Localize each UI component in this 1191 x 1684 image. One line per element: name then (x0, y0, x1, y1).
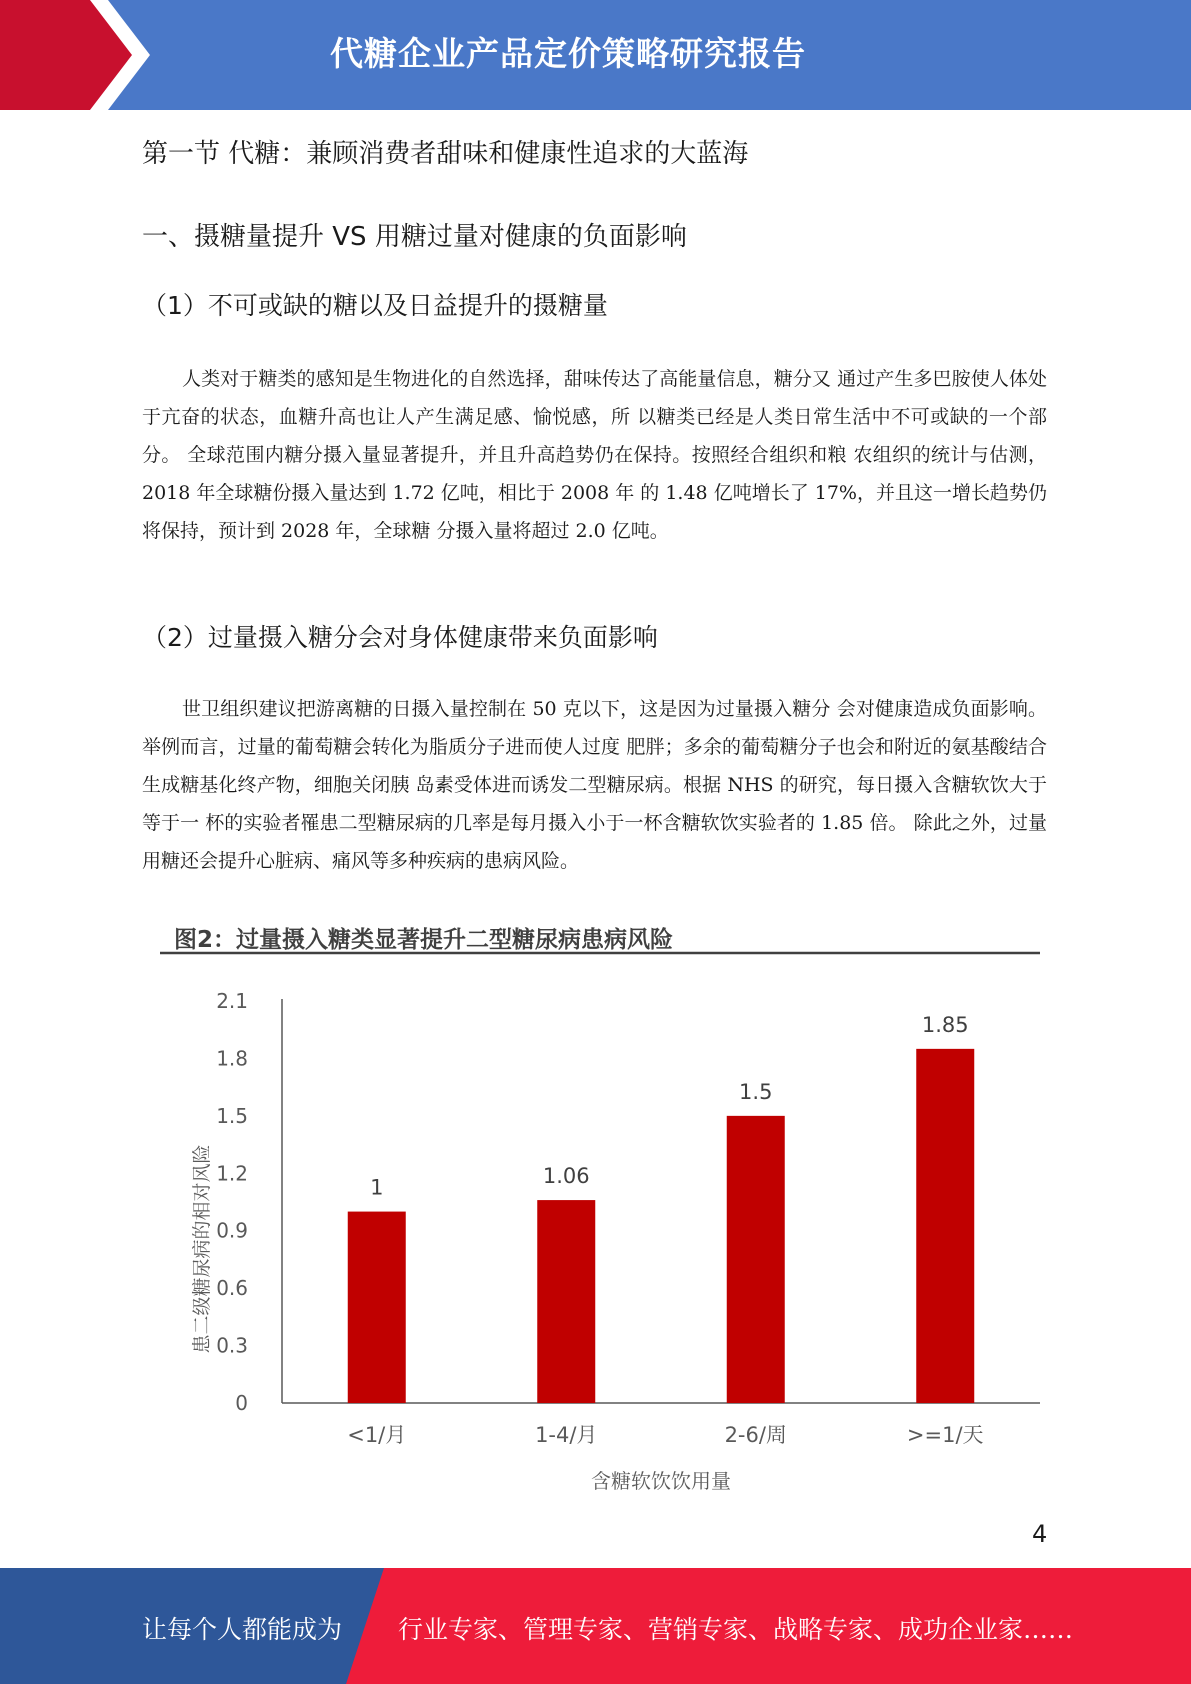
bar (916, 1049, 974, 1403)
bar (727, 1116, 785, 1403)
y-tick-label: 0 (235, 1391, 248, 1415)
y-tick-label: 2.1 (216, 989, 248, 1013)
y-tick-label: 1.8 (216, 1046, 248, 1071)
page-number: 4 (1032, 1520, 1048, 1548)
subheading-2: （2）过量摄入糖分会对身体健康带来负面影响 (142, 623, 658, 652)
paragraph-1: 人类对于糖类的感知是生物进化的自然选择，甜味传达了高能量信息，糖分又 通过产生多巴胺使人体处于亢奋的状态，血糖升高也让人产生满足感、愉悦感，所 以糖类已经是人类日常生活中不可或缺的一个部分。 全球范围内糖分摄入量显著提升，并且升高趋势仍在保持。按照经合组织和粮 农组织的统计与估测，2018 年全球糖份摄入量达到 1.72 亿吨，相比于 2008 年 的 1.48 亿吨增长了 17%，并且这一增长趋势仍将保持，预计到 2028 年，全球糖 分摄入量将超过 2.0 亿吨。 (142, 368, 1047, 542)
heading-1: 一、摄糖量提升 VS 用糖过量对健康的负面影响 (142, 222, 687, 252)
footer-slogan-right: 行业专家、管理专家、营销专家、战略专家、成功企业家…… (398, 1615, 1074, 1644)
x-tick-label: 1-4/月 (535, 1423, 598, 1447)
y-tick-label: 1.2 (216, 1161, 248, 1186)
bar (348, 1212, 406, 1403)
report-title: 代糖企业产品定价策略研究报告 (330, 34, 806, 73)
y-tick-label: 0.6 (216, 1276, 248, 1301)
chart-title: 图2：过量摄入糖类显著提升二型糖尿病患病风险 (174, 927, 674, 953)
data-label: 1.85 (921, 1012, 969, 1037)
section-title: 第一节 代糖：兼顾消费者甜味和健康性追求的大蓝海 (142, 139, 749, 169)
x-tick-label: 2-6/周 (724, 1423, 787, 1447)
data-label: 1 (370, 1175, 384, 1200)
bar-chart (150, 915, 1050, 1495)
y-tick-label: 0.9 (216, 1218, 248, 1243)
page-header (0, 0, 1191, 110)
x-tick-label: <1/月 (347, 1423, 407, 1447)
data-label: 1.5 (739, 1079, 773, 1104)
footer-slogan-left: 让每个人都能成为 (142, 1615, 343, 1644)
subheading-1: （1）不可或缺的糖以及日益提升的摄糖量 (142, 291, 608, 320)
bar (537, 1200, 595, 1403)
x-tick-label: >=1/天 (906, 1423, 984, 1447)
y-tick-label: 0.3 (216, 1333, 248, 1358)
data-label: 1.06 (542, 1164, 590, 1189)
paragraph-2: 世卫组织建议把游离糖的日摄入量控制在 50 克以下，这是因为过量摄入糖分 会对健康造成负面影响。举例而言，过量的葡萄糖会转化为脂质分子进而使人过度 肥胖；多余的葡萄糖分子也会和附近的氨基酸结合生成糖基化终产物，细胞关闭胰 岛素受体进而诱发二型糖尿病。根据 NHS 的研究，每日摄入含糖软饮大于等于一 杯的实验者罹患二型糖尿病的几率是每月摄入小于一杯含糖软饮实验者的 1.85 倍。 除此之外，过量用糖还会提升心脏病、痛风等多种疾病的患病风险。 (142, 698, 1047, 872)
y-tick-label: 1.5 (216, 1103, 248, 1128)
page-footer (0, 1568, 1191, 1684)
y-axis-label: 患二级糖尿病的相对风险 (191, 1144, 213, 1354)
x-axis-label: 含糖软饮饮用量 (591, 1469, 731, 1493)
chart-svg (150, 915, 1050, 1495)
